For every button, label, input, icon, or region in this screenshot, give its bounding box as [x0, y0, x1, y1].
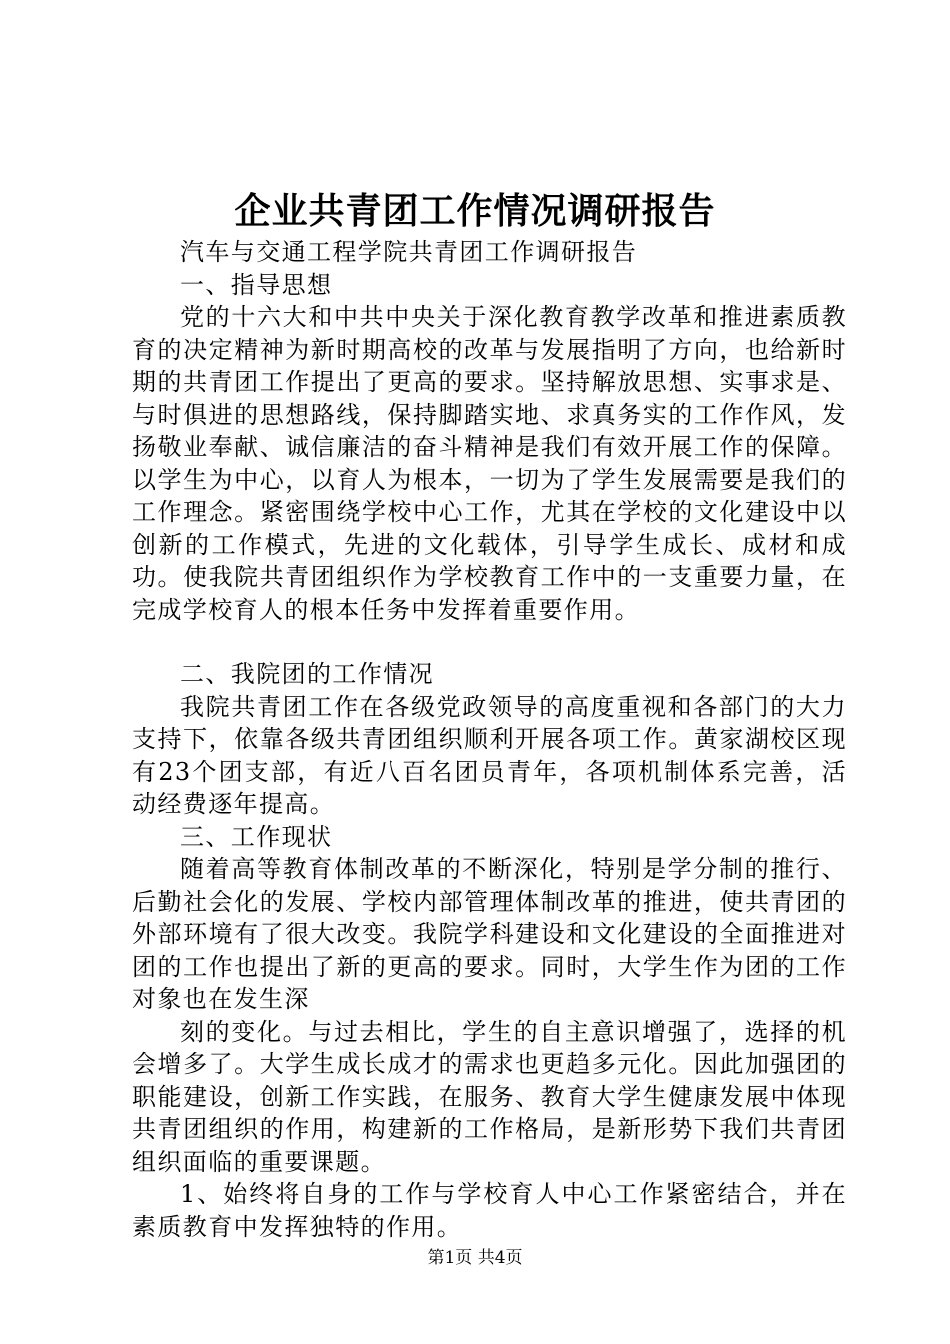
section-heading-1: 一、指导思想	[180, 270, 333, 299]
document-title: 企业共青团工作情况调研报告	[234, 190, 716, 232]
body-paragraph: 党的十六大和中共中央关于深化教育教学改革和推进素质教育的决定精神为新时期高校的改革与发展指明了方向，也给新时期的共青团工作提出了更高的要求。坚持解放思想、实事求是、与时俱进的思想路线，保持脚踏实地、求真务实的工作作风，发扬敬业奉献、诚信廉洁的奋斗精神是我们有效开展工作的保障。以学生为中心，以育人为根本，一切为了学生发展需要是我们的工作理念。紧密围绕学校中心工作，尤其在学校的文化建设中以创新的工作模式，先进的文化载体，引导学生成长、成材和成功。使我院共青团组织作为学校教育工作中的一支重要力量，在完成学校育人的根本任务中发挥着重要作用。	[132, 303, 847, 624]
document-body	[132, 236, 847, 1243]
body-paragraph: 刻的变化。与过去相比，学生的自主意识增强了，选择的机会增多了。大学生成长成才的需求也更趋多元化。因此加强团的职能建设，创新工作实践，在服务、教育大学生健康发展中体现共青团组织的作用，构建新的工作格局，是新形势下我们共青团组织面临的重要课题。	[132, 1017, 847, 1176]
subtitle-paragraph: 汽车与交通工程学院共青团工作调研报告	[180, 238, 638, 266]
page-footer: 第1页 共4页	[427, 1248, 523, 1268]
body-paragraph: 随着高等教育体制改革的不断深化，特别是学分制的推行、后勤社会化的发展、学校内部管理体制改革的推进，使共青团的外部环境有了很大改变。我院学科建设和文化建设的全面推进对团的工作也提出了新的更高的要求。同时，大学生作为团的工作对象也在发生深	[132, 855, 847, 1013]
section-heading-3: 三、工作现状	[180, 822, 333, 851]
body-paragraph: 1、始终将自身的工作与学校育人中心工作紧密结合，并在素质教育中发挥独特的作用。	[132, 1180, 847, 1241]
body-paragraph: 我院共青团工作在各级党政领导的高度重视和各部门的大力支持下，依靠各级共青团组织顺利开展各项工作。黄家湖校区现有23个团支部，有近八百名团员青年，各项机制体系完善，活动经费逐年提高。	[132, 692, 847, 818]
section-heading-2: 二、我院团的工作情况	[180, 660, 434, 688]
